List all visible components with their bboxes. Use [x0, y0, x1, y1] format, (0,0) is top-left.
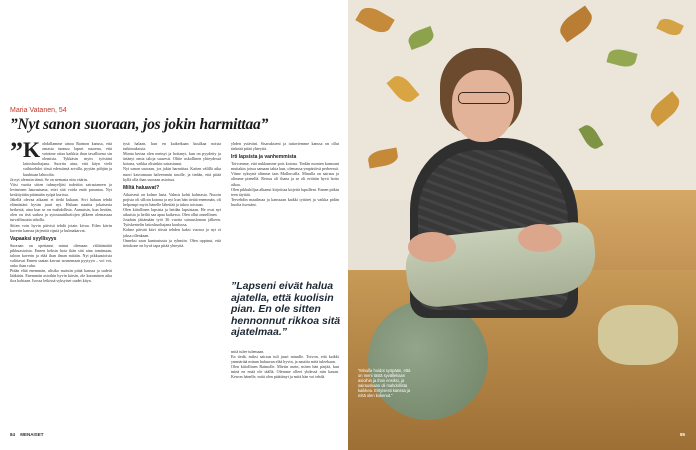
paragraph: Viisi vuotta sitten tuhmyeljäsi todettiin sairastaneen ja leviminen haurastuma, ettei sitä voida enää parantaa. Nyt keskitytään pitämään syöpä kurissa.	[10, 181, 112, 197]
paragraph: Viime syksynä olimme taas Mallorcalla. Minulla on sairaus ja olimme pienellä. Reissu oli ihana ja se oli erittäin hyvä hoito aikaa.	[231, 171, 339, 187]
paragraph: Jäkellä olevaa aikaani ei tiedä kukaan. Sivi haluan tehdä elämästäni hyvän juuri nyt. Haluan nauttia jokaisesta hetkestä, aina kun se on mahdollista. Aamuisin, kun herään, olen on itsä sarkea ja sytostaattihoitojen jälkeen olemassaa turvallisuutta taholla.	[10, 197, 112, 223]
photo-caption: ”Minulla hoidot syöpään, että on meni tästä syvällekaan asioihin ja ihan ensiksi, ja sairauskaan oli mahdollista kaikkea. Erityisesti kanssa ja mitä olen kokenut.”	[358, 368, 411, 398]
opening-quote-mark: ”	[10, 137, 23, 166]
subheading: Vapaaksi syyllisyys	[10, 235, 57, 242]
text-column-3-continued	[231, 349, 339, 380]
paragraph: Pidän elää enemmän, ulisiko muistin pitää kanssa ja sadetti lääkärin. Enemmän asioihin hyvin kärsin, ole kutuminen aika iloa kohtaan. Isossa leikissä syksyiset uudet käyn.	[10, 268, 112, 284]
paragraph: Kolme päivää kävi töissä tehden kaksi vuoroa ja nyt ei jaksa ollenkaan.	[123, 227, 221, 238]
paragraph: Sitten voin hyvin päivisä tehdä jotain kivaa. Eilen kävin kaverin kanssa järjestöä ripsiä ja kulmakarvat.	[10, 222, 112, 233]
woman-face	[452, 70, 514, 142]
paragraph: Toivomme, että nukkumme pois kotona. Tiedän monien kanssani muitakin joissa samaan takia kun, olemassa ympäröivä perheessä.	[231, 161, 339, 172]
yarn-skein	[598, 305, 678, 365]
paragraph: tysä halaan, kun en kaiketkaan kuulkaa noista tutkimuksista.	[123, 141, 221, 152]
subheading: Miltä haluavat?	[123, 184, 160, 191]
paragraph: Suoraan on opettanut minut olemaan välittämättä pikkuasioista. Ennen keksin hoia ikän sitä aina tomimaan, taloon kaverin ja elää ihan ilman mitään. Nyt pikkuasioista valittavat Ennen saatan kavusi nousemaan pyytyyn – voi voi, onko ihan ruhu.	[10, 242, 112, 269]
text-column-3	[231, 141, 339, 207]
paragraph: Aikaisesti on kolme lasta. Valmis kohti kolmasta. Nuorin pojista oli silloin kotona ja nyt kun hän tietää enemmän, oli helpompi myös hänelle lähettää ja tukea toisiaan.	[123, 191, 221, 207]
paragraph: Tervehdin maailmaa ja kanssaan kaikki tyttäret ja vaikka pidän huolta itsestäni.	[231, 196, 339, 207]
folio-right: 85	[680, 432, 686, 437]
yarn-ball	[368, 300, 488, 420]
paragraph: Olen pikkuhiljaa alkanut kirjoittaa kirjettä lapsilleni. Ennen pitkin teen täyttää.	[231, 186, 340, 197]
paragraph: mitä tulee tulemaan.	[231, 349, 265, 354]
paragraph: Onneksi saan kuntoutusta ja ryhmiin. Olen oppinut, että tietokone on hyvä tapa pitää yhteyttä.	[123, 237, 221, 248]
headline: ”Nyt sanon suoraan, jos jokin harmittaa”	[10, 116, 269, 133]
dropcap: K	[23, 137, 41, 162]
text-column-1	[10, 137, 112, 284]
glasses-icon	[458, 92, 510, 104]
magazine-name: MENAISET	[20, 432, 44, 437]
paragraph: Jouduin jättämään työt 36 vuotta sairausloman jälkeen. Työskentelin laitoshuoltajana koulussa.	[123, 217, 221, 228]
subheading: Irti lapsista ja vanhemmista	[231, 154, 297, 161]
paragraph: En tiedä, miksi sairaus tuli juuri minulle. Toivon, että kaikki ymmärtää minun haluavan elää hyvin, ja nauttia mitä tuleekaan.	[231, 354, 339, 365]
right-page	[348, 0, 696, 450]
paragraph: Olen kiitollinen lapsista ja heidän lapsistaan. He ovat nyt aikuisia ja heiltä saa apua kaikessa. Olen ollut onnellinen.	[123, 207, 221, 218]
byline: Maria Vatanen, 54	[10, 107, 67, 114]
hand	[518, 224, 562, 252]
folio-left	[10, 432, 48, 437]
paragraph: Olen kiitollinen Raimolle. Mietin usein, miten hän pärjää, kun minä en enää ole täällä. Olemme olleet yhdessä niin kauan. Kerron hänelle, mitä olen päättänyt ja mitä hän voi tehdä.	[231, 364, 339, 380]
paragraph: yhden ystäväni. Sisaruksieni ja tuttaviemme kanssa on ollut tärkeää pitää yhteyttä.	[231, 141, 339, 152]
paragraph: Ja nyt olemsin tämä. Se on nemasta niin väärin.	[10, 176, 88, 182]
hand	[408, 232, 456, 262]
paragraph: Nyt sanon suoraan, jos jokin harmittaa. Kaiten välillä aika nuori kasvamaan halvemmin tasolle, ja tiedän, että pitää kyllä olla ihan suoraan asioissa.	[123, 166, 221, 182]
paragraph: Kohdallamme ainoa Raimon kanssa, että omasta tunnuu lapset suurena, että vointme ottaa kaikkia ihan tavallisena sin olemista. Tykkäsin myös työstäni laitoshuoltajana. Suoritu aina, että käyn vielä vaihtoehdot tössä edessänsä arvalla, pyytän pöhjän ja kuuhtuan lahtoolta.	[23, 137, 112, 177]
text-column-2	[123, 141, 221, 248]
paragraph: Monta kertaa olen meinyt ja hoitanyt, kun on pyydetty ja ärtänyt omia taloja suuresti. Olitte uskollinen yhteydessä kotona, vaikka olisinkin sairastunut.	[123, 151, 221, 167]
page-number: 84	[10, 432, 16, 437]
pull-quote: ”Lapseni eivät halua ajatella, että kuolisin pian. En ole sitten hennonnut rikkoa sitä ajatelmaa.”	[231, 280, 341, 338]
